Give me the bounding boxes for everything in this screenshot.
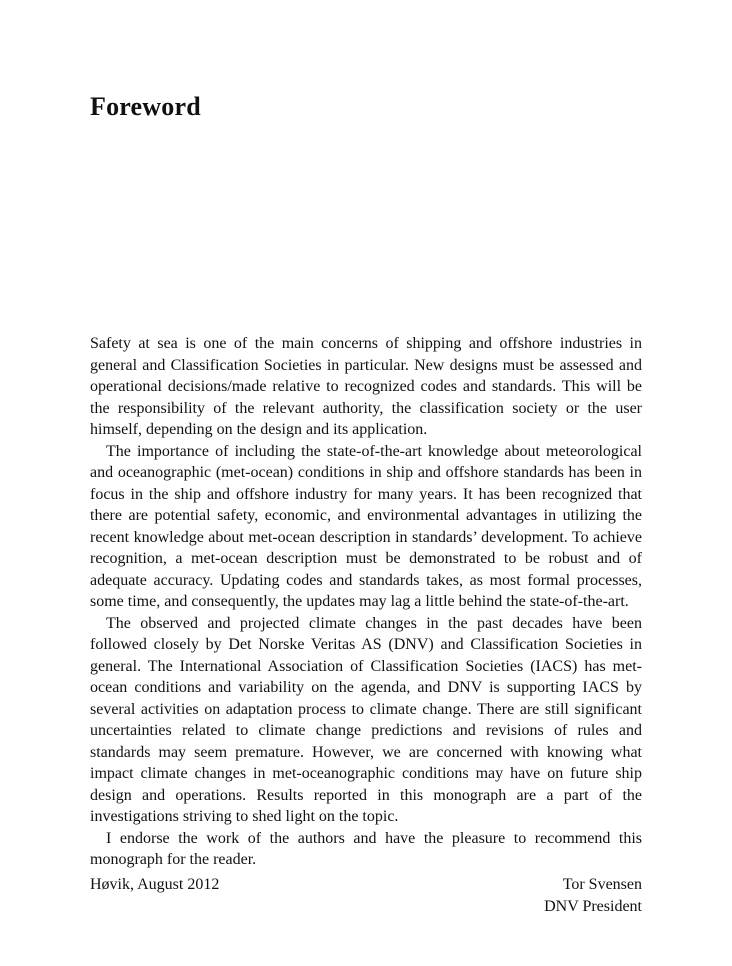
paragraph-1: Safety at sea is one of the main concerns of shipping and offshore industries in general and Classification Societies in particular. New designs must be assessed and operational decisions/made relative to recognized codes and standards. This will be the responsibility of the relevant authority, the classification society or the user himself, depending on the design and its application. bbox=[90, 335, 642, 438]
paragraph-2: The importance of including the state-of-the-art knowledge about meteorological and oceanographic (met-ocean) conditions in ship and offshore standards has been in focus in the ship and offshore industry for many years. It has been recognized that there are potential safety, economic, and environmental advantages in utilizing the recent knowledge about met-ocean description in standards’ development. To achieve recognition, a met-ocean description must be demonstrated to be robust and of adequate accuracy. Updating codes and standards takes, as most formal processes, some time, and consequently, the updates may lag a little behind the state-of-the-art. bbox=[90, 442, 642, 610]
place-date: Høvik, August 2012 bbox=[90, 876, 220, 893]
signatory-name: Tor Svensen bbox=[562, 876, 642, 893]
paragraph-4: I endorse the work of the authors and have the pleasure to recommend this monograph for the reader. bbox=[90, 829, 642, 868]
signatory-title: DNV President bbox=[544, 897, 642, 915]
page-title: Foreword bbox=[90, 92, 201, 121]
paragraph-3: The observed and projected climate changes in the past decades have been followed closely by Det Norske Veritas AS (DNV) and Classification Societies in general. The International Association of Classification Societies (IACS) has met-ocean conditions and variability on the agenda, and DNV is supporting IACS by several activities on adaptation process to climate change. There are still significant uncertainties related to climate change predictions and revisions of rules and standards may seem premature. However, we are concerned with knowing what impact climate changes in met-oceanographic conditions may have on future ship design and operations. Results reported in this monograph are a part of the investigations striving to shed light on the topic. bbox=[90, 614, 642, 825]
signature-block bbox=[544, 874, 642, 917]
foreword-body bbox=[90, 333, 642, 871]
